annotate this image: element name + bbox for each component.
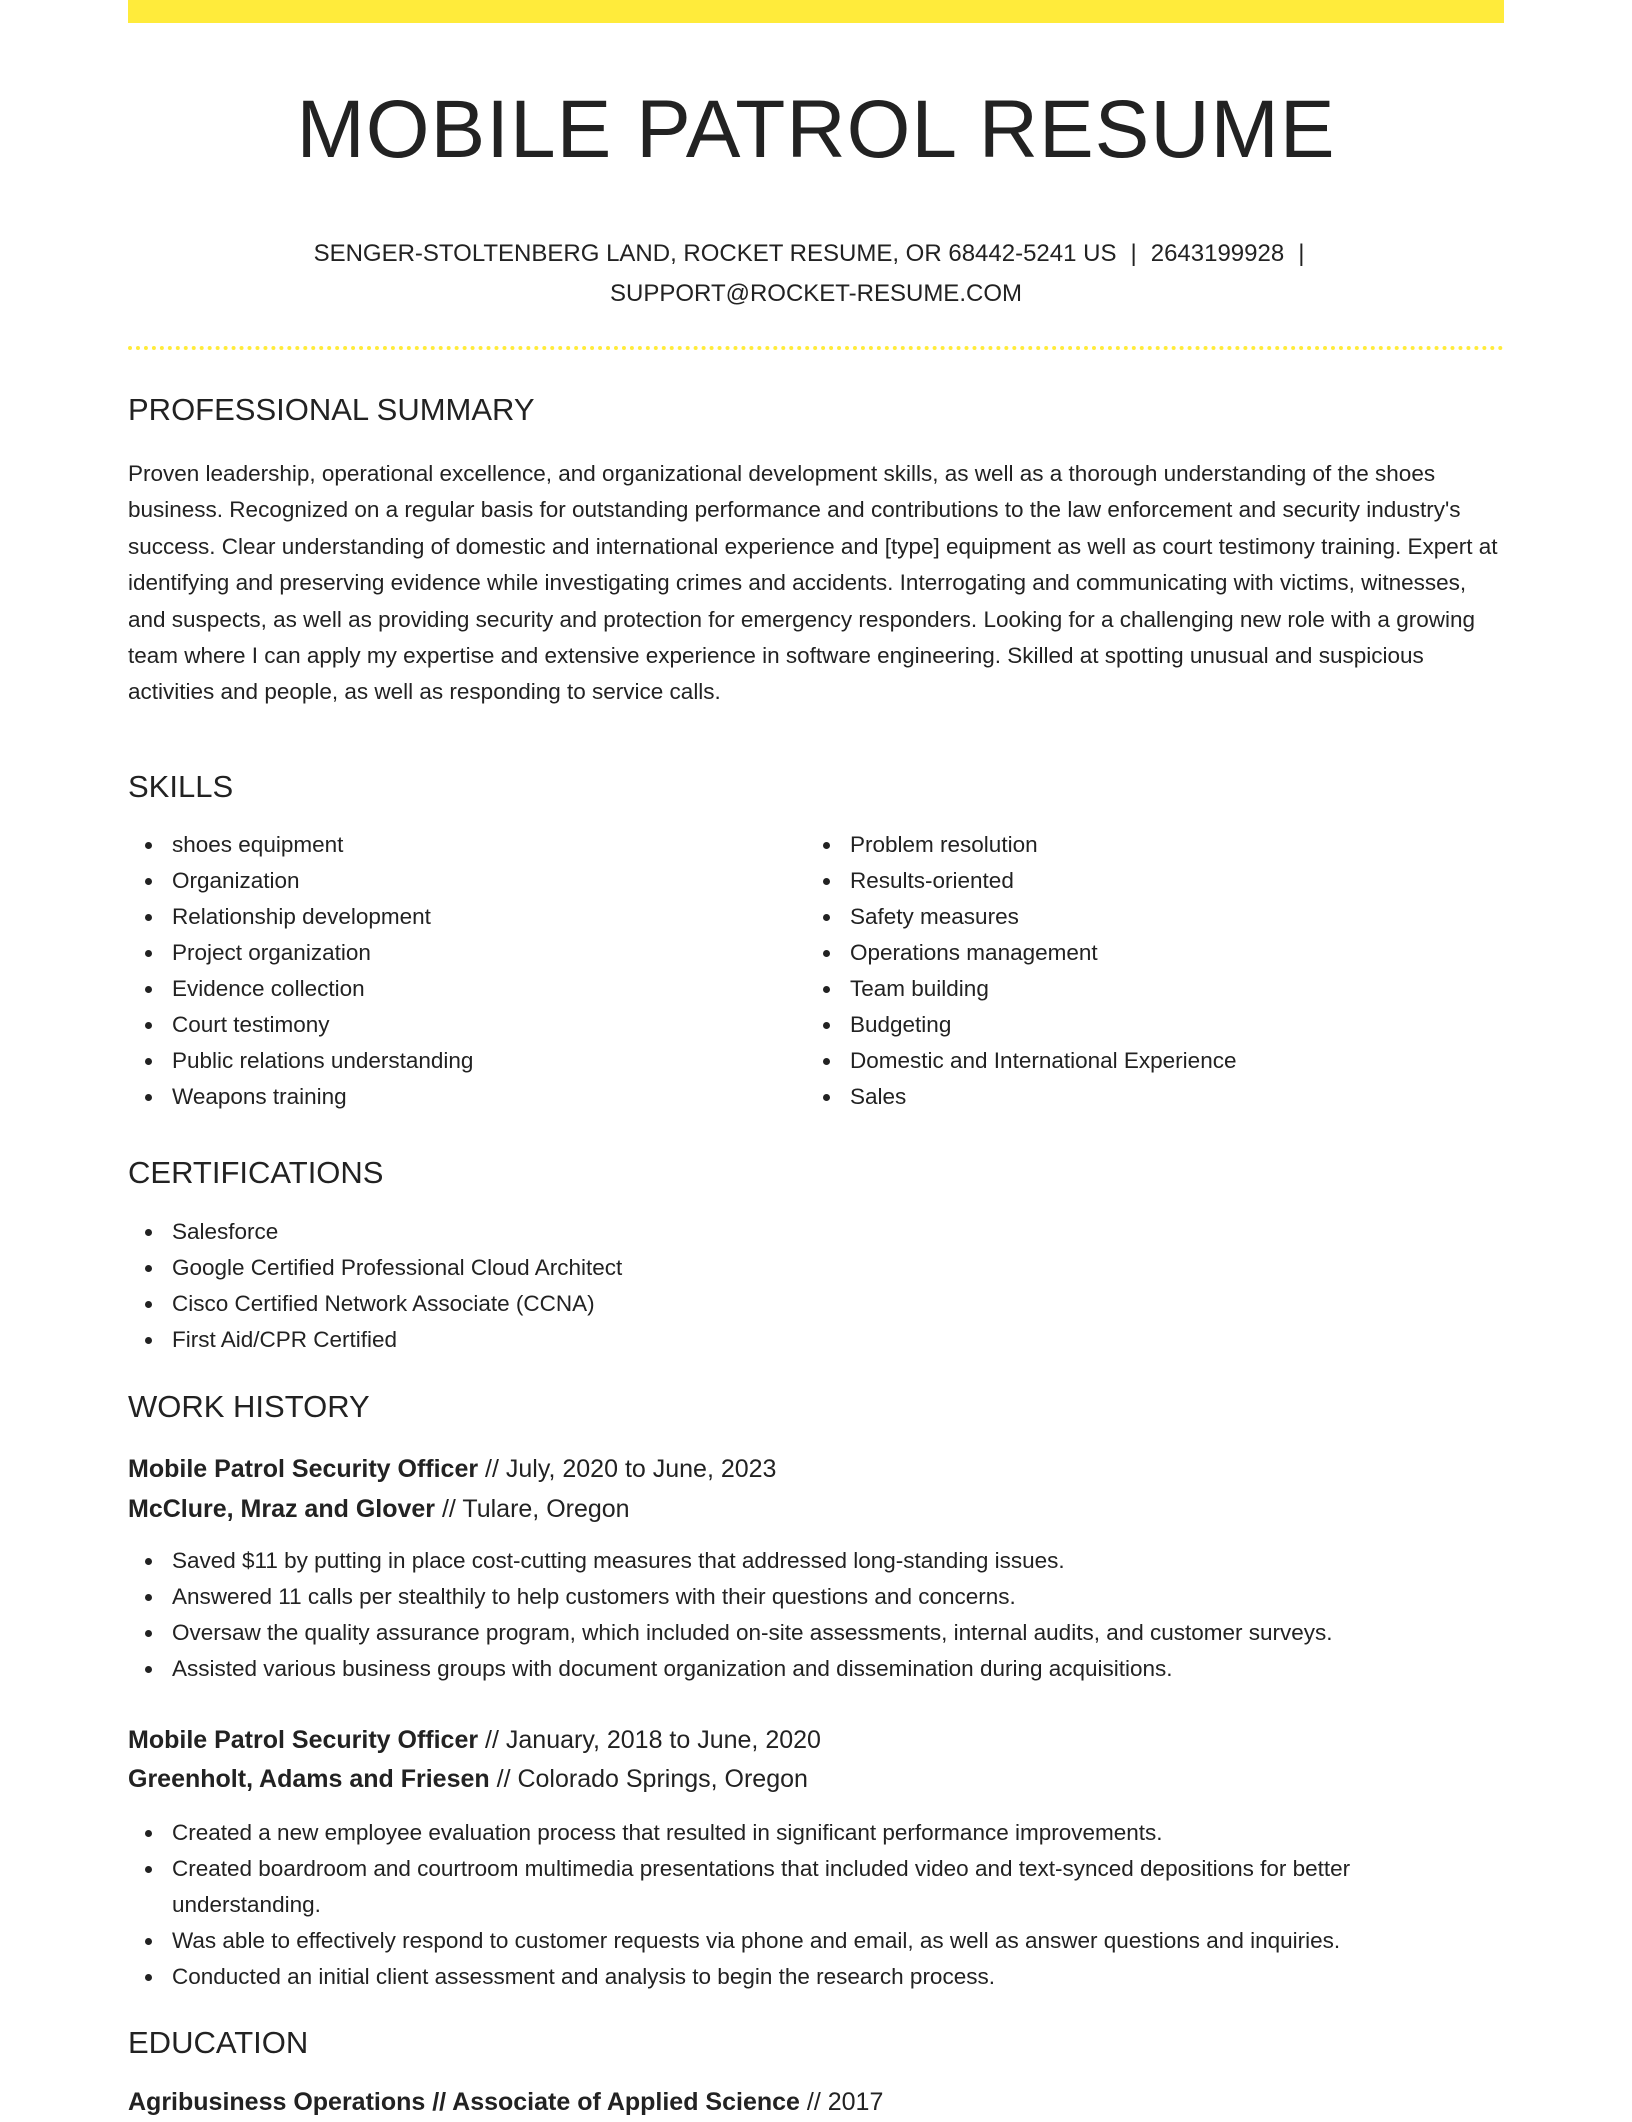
skill-item: shoes equipment (128, 827, 798, 863)
certification-item: Salesforce (128, 1214, 1504, 1250)
skill-item: Operations management (806, 935, 1496, 971)
skill-item: Public relations understanding (128, 1043, 798, 1079)
job-title-line (128, 1449, 776, 1489)
job-bullet: Saved $11 by putting in place cost-cutting measures that addressed long-standing issues. (128, 1543, 1504, 1579)
skill-item: Organization (128, 863, 798, 899)
job-dates: // July, 2020 to June, 2023 (485, 1455, 777, 1483)
section-title-education: EDUCATION (128, 2025, 309, 2060)
certifications-list (128, 1214, 1504, 1358)
job-title-line (128, 1720, 821, 1760)
certification-item: Google Certified Professional Cloud Architect (128, 1250, 1504, 1286)
job-bullet: Created a new employee evaluation process that resulted in significant performance improvements. (128, 1815, 1504, 1851)
section-title-skills: SKILLS (128, 769, 234, 804)
skill-item: Court testimony (128, 1007, 798, 1043)
contact-info (128, 234, 1504, 314)
job-location: // Colorado Springs, Oregon (496, 1765, 808, 1793)
contact-separator: | (1130, 240, 1137, 267)
job-company: McClure, Mraz and Glover (128, 1495, 436, 1523)
skills-list-right (806, 827, 1496, 1115)
job-company-line (128, 1489, 630, 1529)
contact-address: SENGER-STOLTENBERG LAND, ROCKET RESUME, OR 68442-5241 US (313, 240, 1117, 267)
skill-item: Evidence collection (128, 971, 798, 1007)
skill-item: Problem resolution (806, 827, 1496, 863)
skill-item: Domestic and International Experience (806, 1043, 1496, 1079)
job-bullet: Created boardroom and courtroom multimedia presentations that included video and text-synced depositions for better understanding. (128, 1851, 1504, 1923)
dotted-divider (128, 346, 1504, 350)
job-bullet: Oversaw the quality assurance program, which included on-site assessments, internal audits, and customer surveys. (128, 1615, 1504, 1651)
skill-item: Sales (806, 1079, 1496, 1115)
accent-top-bar (128, 0, 1504, 23)
job-bullets (128, 1815, 1504, 1995)
job-role: Mobile Patrol Security Officer (128, 1726, 479, 1754)
job-bullets (128, 1543, 1504, 1687)
resume-title: MOBILE PATROL RESUME (296, 84, 1336, 175)
education-entry (128, 2082, 883, 2122)
education-degree: Agribusiness Operations // Associate of Applied Science (128, 2088, 800, 2116)
job-bullet: Assisted various business groups with document organization and dissemination during acquisitions. (128, 1651, 1504, 1687)
skill-item: Safety measures (806, 899, 1496, 935)
job-company: Greenholt, Adams and Friesen (128, 1765, 490, 1793)
skill-item: Weapons training (128, 1079, 798, 1115)
contact-email[interactable]: SUPPORT@ROCKET-RESUME.COM (610, 280, 1022, 307)
job-company-line (128, 1759, 808, 1799)
skill-item: Results-oriented (806, 863, 1496, 899)
section-title-certifications: CERTIFICATIONS (128, 1155, 384, 1190)
skill-item: Relationship development (128, 899, 798, 935)
job-role: Mobile Patrol Security Officer (128, 1455, 479, 1483)
contact-phone: 2643199928 (1150, 240, 1285, 267)
education-year: // 2017 (806, 2088, 884, 2116)
job-bullet: Was able to effectively respond to customer requests via phone and email, as well as answer questions and inquiries. (128, 1923, 1504, 1959)
certification-item: Cisco Certified Network Associate (CCNA) (128, 1286, 1504, 1322)
section-title-summary: PROFESSIONAL SUMMARY (128, 392, 535, 427)
job-bullet: Conducted an initial client assessment and analysis to begin the research process. (128, 1959, 1504, 1995)
skill-item: Project organization (128, 935, 798, 971)
skills-list-left (128, 827, 798, 1115)
skill-item: Team building (806, 971, 1496, 1007)
job-dates: // January, 2018 to June, 2020 (485, 1726, 821, 1754)
contact-separator: | (1298, 240, 1305, 267)
summary-text: Proven leadership, operational excellence, and organizational development skills, as well as a thorough understanding of the shoes business. Recognized on a regular basis for outstanding performance and contributions to the law enforcement and security industry's success. Clear understanding of domestic and international experience and [type] equipment as well as court testimony training. Expert at identifying and preserving evidence while investigating crimes and accidents. Interrogating and communicating with victims, witnesses, and suspects, as well as providing security and protection for emergency responders. Looking for a challenging new role with a growing team where I can apply my expertise and extensive experience in software engineering. Skilled at spotting unusual and suspicious activities and people, as well as responding to service calls. (128, 461, 1498, 705)
job-location: // Tulare, Oregon (441, 1495, 630, 1523)
certification-item: First Aid/CPR Certified (128, 1322, 1504, 1358)
skill-item: Budgeting (806, 1007, 1496, 1043)
job-bullet: Answered 11 calls per stealthily to help customers with their questions and concerns. (128, 1579, 1504, 1615)
section-title-work-history: WORK HISTORY (128, 1389, 370, 1424)
